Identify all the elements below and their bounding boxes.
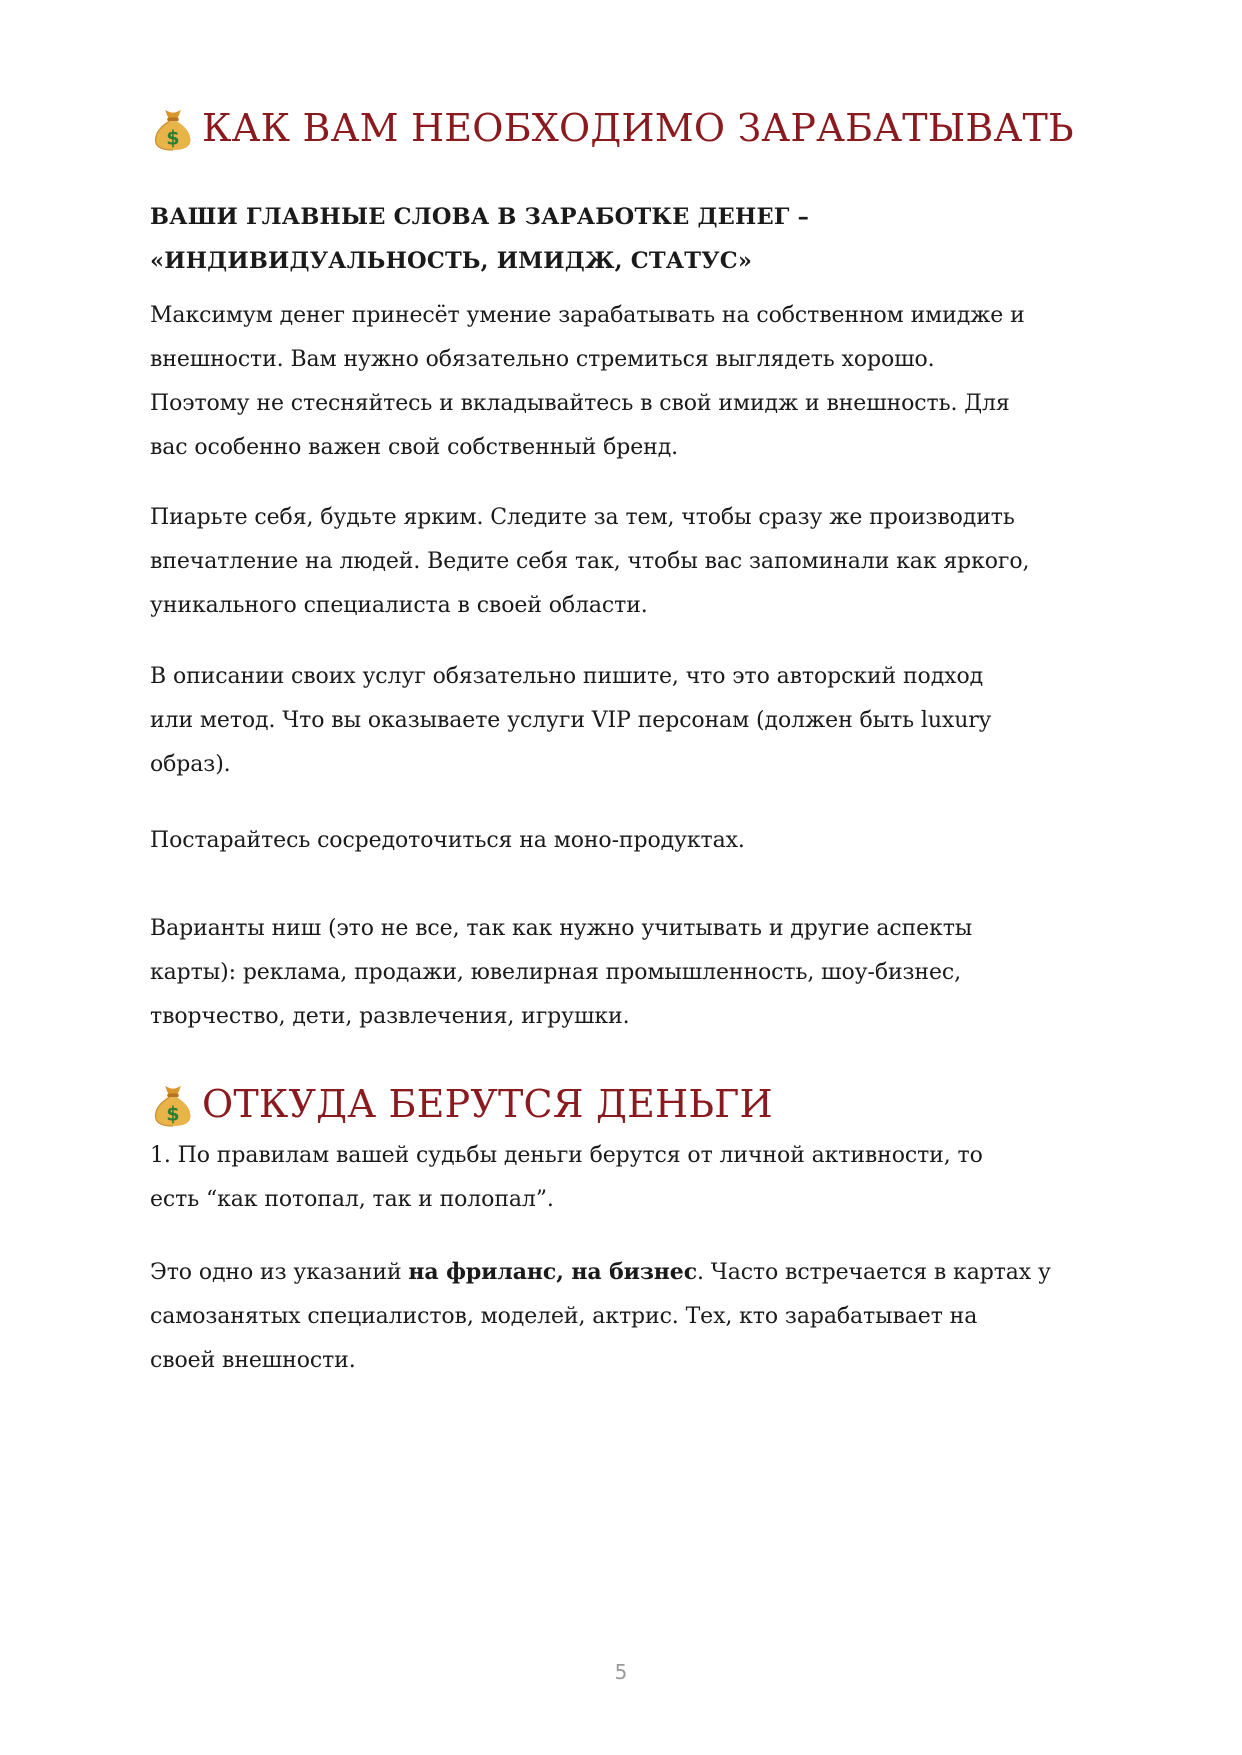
text-fragment: . Часто встречается в картах у: [697, 1260, 1051, 1285]
money-bag-icon: [150, 104, 196, 152]
paragraph-freelance: [150, 1250, 1110, 1383]
text-line: Максимум денег принесёт умение зарабатывать на собственном имидже и: [150, 303, 1025, 328]
text-line: внешности. Вам нужно обязательно стремиться выглядеть хорошо.: [150, 347, 935, 372]
emphasis-freelance: на фриланс, на бизнес: [408, 1259, 697, 1285]
text-line: карты): реклама, продажи, ювелирная промышленность, шоу-бизнес,: [150, 960, 962, 985]
text-line: Пиарьте себя, будьте ярким. Следите за тем, чтобы сразу же производить: [150, 505, 1015, 530]
paragraph-image: [150, 294, 1110, 470]
text-line: [150, 1250, 1110, 1295]
text-line: самозанятых специалистов, моделей, актрис. Тех, кто зарабатывает на: [150, 1304, 978, 1329]
text-line: В описании своих услуг обязательно пишите, что это авторский подход: [150, 664, 984, 689]
text-line: или метод. Что вы оказываете услуги VIP персонам (должен быть luxury: [150, 708, 992, 733]
text-line: образ).: [150, 752, 231, 777]
text-fragment: Это одно из указаний: [150, 1260, 409, 1285]
text-line: есть “как потопал, так и полопал”.: [150, 1187, 554, 1212]
key-words-subheading: [150, 195, 1110, 283]
text-line: своей внешности.: [150, 1348, 356, 1373]
paragraph-services: [150, 655, 1110, 787]
subheading-line: «ИНДИВИДУАЛЬНОСТЬ, ИМИДЖ, СТАТУС»: [150, 248, 753, 274]
section-heading-money-source: [150, 1080, 773, 1128]
text-line: вас особенно важен свой собственный бренд.: [150, 435, 679, 460]
section-title: КАК ВАМ НЕОБХОДИМО ЗАРАБАТЫВАТЬ: [202, 106, 1074, 150]
text-line: уникального специалиста в своей области.: [150, 593, 648, 618]
paragraph-niches: [150, 907, 1110, 1039]
paragraph-activity: [150, 1134, 1110, 1222]
text-line: впечатление на людей. Ведите себя так, чтобы вас запоминали как яркого,: [150, 549, 1030, 574]
section-heading-earning: [150, 104, 1074, 152]
paragraph-pr: [150, 496, 1110, 628]
svg-text:$: $: [166, 1102, 180, 1126]
paragraph-mono-products: [150, 819, 1110, 863]
text-line: Постарайтесь сосредоточиться на моно-продуктах.: [150, 828, 745, 853]
page-number: 5: [614, 1660, 628, 1684]
section-title: ОТКУДА БЕРУТСЯ ДЕНЬГИ: [202, 1082, 773, 1126]
text-line: 1. По правилам вашей судьбы деньги берутся от личной активности, то: [150, 1143, 983, 1168]
money-bag-icon: [150, 1080, 196, 1128]
text-line: Поэтому не стесняйтесь и вкладывайтесь в свой имидж и внешность. Для: [150, 391, 1010, 416]
subheading-line: ВАШИ ГЛАВНЫЕ СЛОВА В ЗАРАБОТКЕ ДЕНЕГ –: [150, 204, 810, 230]
text-line: Варианты ниш (это не все, так как нужно учитывать и другие аспекты: [150, 916, 973, 941]
svg-text:$: $: [166, 126, 180, 150]
text-line: творчество, дети, развлечения, игрушки.: [150, 1004, 630, 1029]
